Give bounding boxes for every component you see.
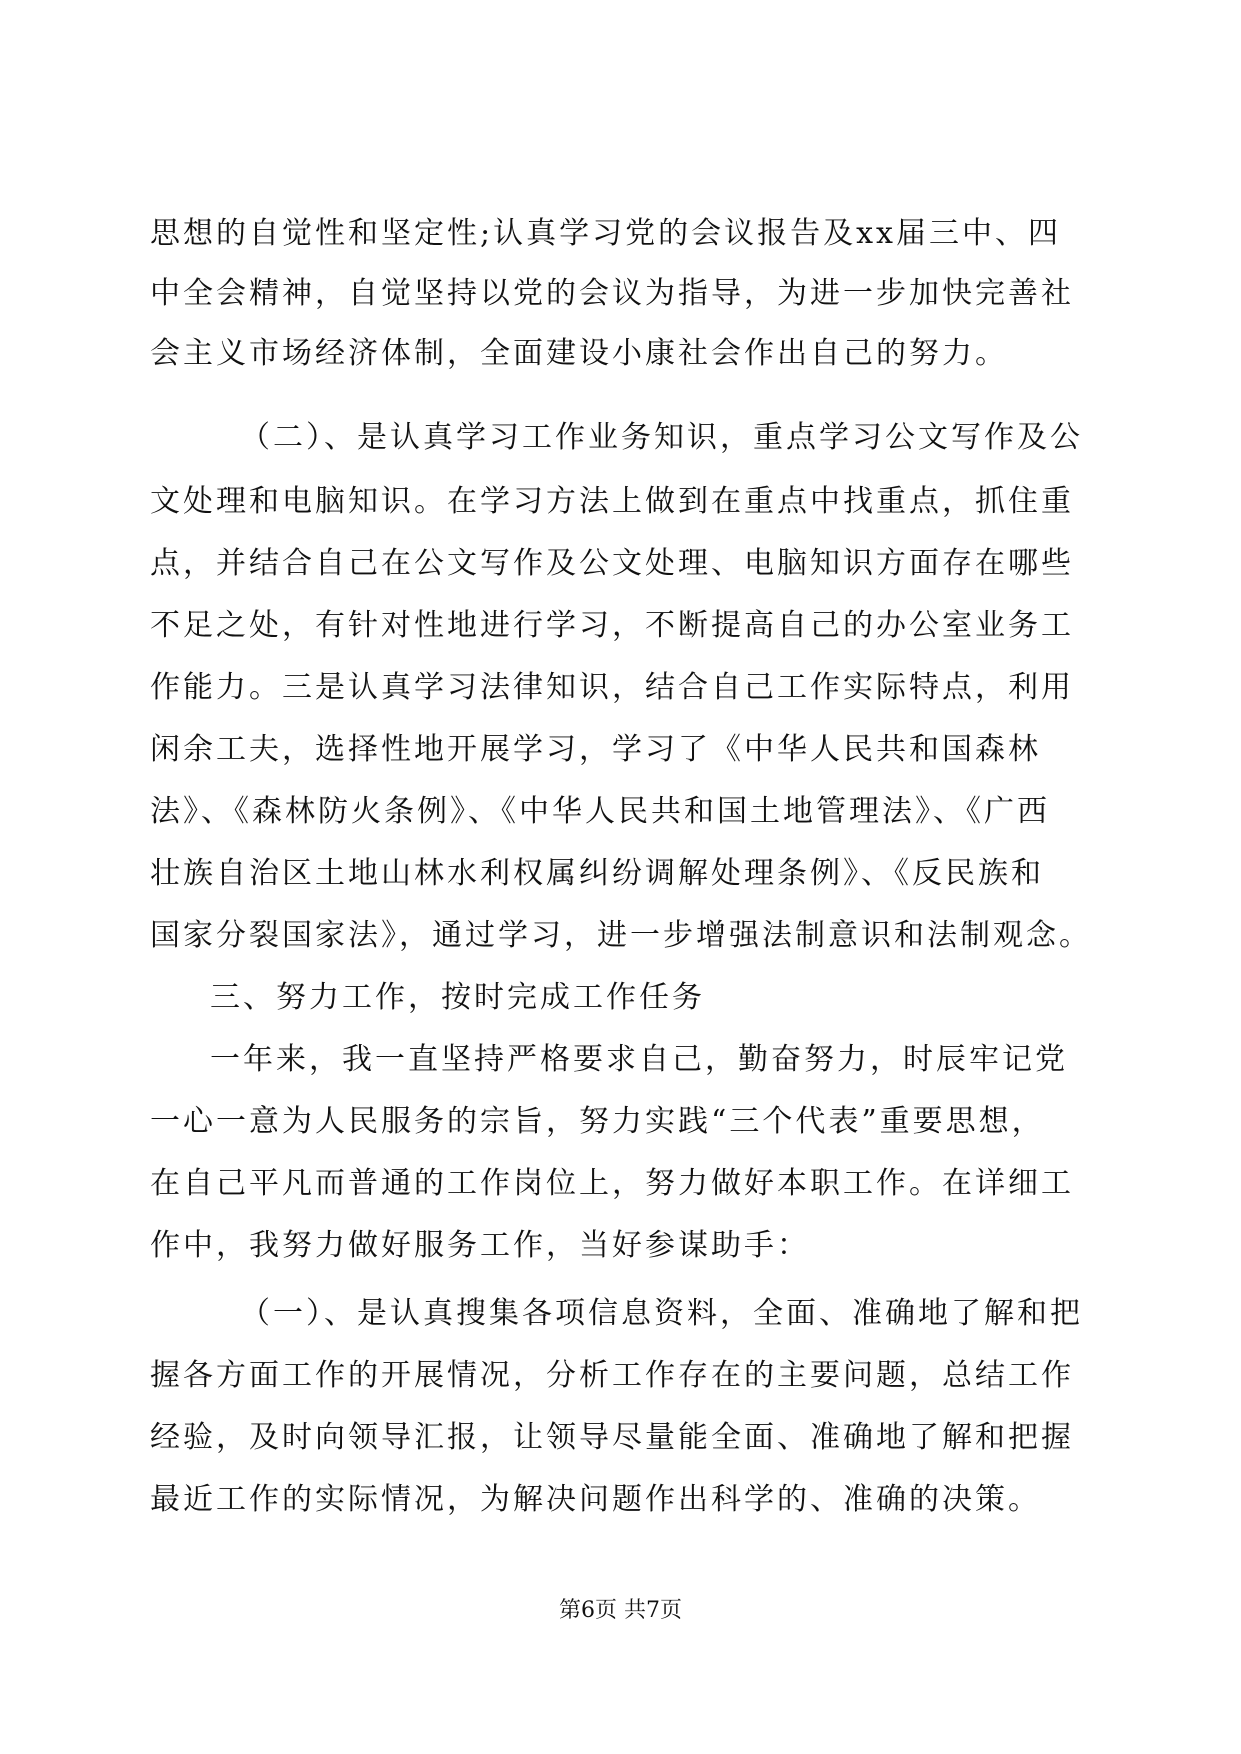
text-line: 作中，我努力做好服务工作，当好参谋助手： (150, 1228, 810, 1263)
text-line: 一年来，我一直坚持严格要求自己，勤奋努力，时辰牢记党 (210, 1042, 1068, 1077)
text-line: （一）、是认真搜集各项信息资料，全面、准确地了解和把 (240, 1296, 1083, 1331)
text-line: 中全会精神，自觉坚持以党的会议为指导，为进一步加快完善社 (150, 276, 1074, 311)
text-line: 握各方面工作的开展情况，分析工作存在的主要问题，总结工作 (150, 1358, 1074, 1393)
text-line: 法》、《森林防火条例》、《中华人民共和国土地管理法》、《广西 (150, 794, 1050, 829)
text-line: 点，并结合自己在公文写作及公文处理、电脑知识方面存在哪些 (150, 546, 1074, 581)
text-line: 国家分裂国家法》，通过学习，进一步增强法制意识和法制观念。 (150, 918, 1092, 953)
text-line: 一心一意为人民服务的宗旨，努力实践“三个代表”重要思想， (150, 1104, 1045, 1139)
text-line: 不足之处，有针对性地进行学习，不断提高自己的办公室业务工 (150, 608, 1074, 643)
text-line: 在自己平凡而普通的工作岗位上，努力做好本职工作。在详细工 (150, 1166, 1074, 1201)
text-line: 文处理和电脑知识。在学习方法上做到在重点中找重点，抓住重 (150, 484, 1074, 519)
text-line: 经验，及时向领导汇报，让领导尽量能全面、准确地了解和把握 (150, 1420, 1074, 1455)
text-line: 作能力。三是认真学习法律知识，结合自己工作实际特点，利用 (150, 670, 1074, 705)
text-line: 闲余工夫，选择性地开展学习，学习了《中华人民共和国森林 (150, 732, 1041, 767)
section-heading: 三、努力工作，按时完成工作任务 (210, 980, 705, 1015)
text-line: 最近工作的实际情况，为解决问题作出科学的、准确的决策。 (150, 1482, 1041, 1517)
text-line: 思想的自觉性和坚定性;认真学习党的会议报告及xx届三中、四 (150, 216, 1061, 251)
text-line: （二）、是认真学习工作业务知识，重点学习公文写作及公 (240, 420, 1083, 455)
text-line: 壮族自治区土地山林水利权属纠纷调解处理条例》、《反民族和 (150, 856, 1044, 891)
page-number-footer: 第6页 共7页 (559, 1598, 682, 1623)
text-line: 会主义市场经济体制，全面建设小康社会作出自己的努力。 (150, 336, 1008, 371)
